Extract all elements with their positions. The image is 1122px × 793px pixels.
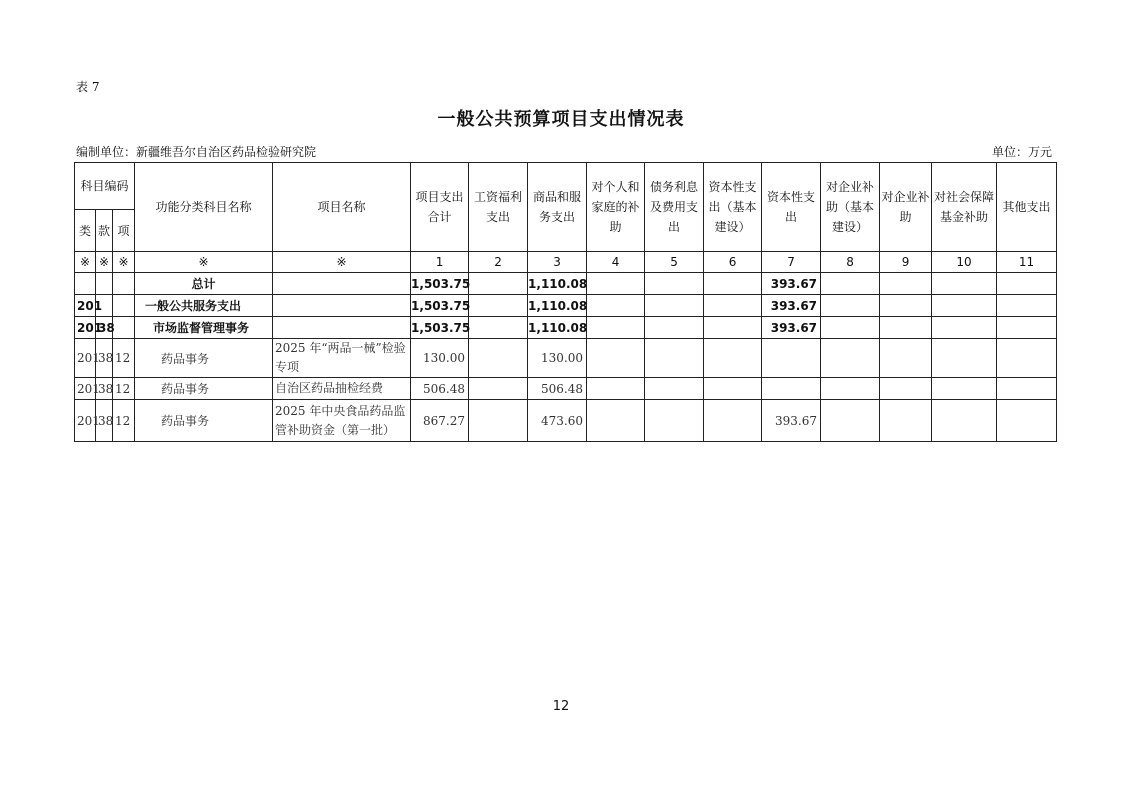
cell-empty — [704, 273, 762, 295]
cell-empty — [704, 400, 762, 442]
cell-empty — [997, 295, 1057, 317]
cell-goods: 473.60 — [528, 400, 587, 442]
cell-kuan: 38 — [96, 339, 113, 378]
cell-empty — [645, 339, 704, 378]
cell-total: 1,503.75 — [411, 273, 469, 295]
cell-lei: 201 — [75, 400, 96, 442]
table-label: 表 7 — [76, 80, 100, 94]
cell-empty — [821, 317, 880, 339]
index-cell: ※ — [96, 252, 113, 273]
cell-total: 130.00 — [411, 339, 469, 378]
index-cell: ※ — [113, 252, 135, 273]
header-c8: 对企业补助（基本建设） — [821, 163, 880, 252]
cell-empty — [932, 273, 997, 295]
index-cell: ※ — [135, 252, 273, 273]
header-proj-name: 项目名称 — [273, 163, 411, 252]
cell-capital: 393.67 — [762, 273, 821, 295]
header-c2: 工资福利支出 — [469, 163, 528, 252]
cell-func-name: 总计 — [135, 273, 273, 295]
header-c1: 项目支出合计 — [411, 163, 469, 252]
header-c10: 对社会保障基金补助 — [932, 163, 997, 252]
header-c7: 资本性支出 — [762, 163, 821, 252]
cell-func-name: 一般公共服务支出 — [135, 295, 273, 317]
cell-xiang — [113, 295, 135, 317]
header-lei: 类 — [75, 210, 96, 252]
header-code-group: 科目编码 — [75, 163, 135, 210]
cell-empty — [997, 339, 1057, 378]
cell-empty — [704, 378, 762, 400]
cell-empty — [469, 295, 528, 317]
cell-xiang — [113, 317, 135, 339]
index-cell: 4 — [587, 252, 645, 273]
cell-total: 867.27 — [411, 400, 469, 442]
cell-capital — [762, 339, 821, 378]
cell-empty — [587, 378, 645, 400]
cell-empty — [997, 317, 1057, 339]
currency-unit: 单位：万元 — [991, 145, 1052, 159]
cell-total: 506.48 — [411, 378, 469, 400]
index-cell: 8 — [821, 252, 880, 273]
index-cell: 1 — [411, 252, 469, 273]
cell-func-name: 市场监督管理事务 — [135, 317, 273, 339]
cell-lei: 201 — [75, 378, 96, 400]
index-cell: 6 — [704, 252, 762, 273]
table-row — [75, 317, 1057, 339]
cell-empty — [880, 273, 932, 295]
header-c6: 资本性支出（基本建设） — [704, 163, 762, 252]
cell-lei: 201 — [75, 317, 96, 339]
cell-goods: 1,110.08 — [528, 273, 587, 295]
cell-empty — [997, 273, 1057, 295]
header-c5: 债务利息及费用支出 — [645, 163, 704, 252]
cell-capital — [762, 378, 821, 400]
cell-empty — [645, 273, 704, 295]
cell-func-name: 药品事务 — [135, 400, 273, 442]
cell-empty — [821, 400, 880, 442]
header-func-name: 功能分类科目名称 — [135, 163, 273, 252]
cell-lei — [75, 273, 96, 295]
cell-empty — [469, 317, 528, 339]
cell-empty — [821, 273, 880, 295]
cell-goods: 1,110.08 — [528, 317, 587, 339]
header-c4: 对个人和家庭的补助 — [587, 163, 645, 252]
header-c11: 其他支出 — [997, 163, 1057, 252]
cell-capital: 393.67 — [762, 295, 821, 317]
cell-kuan: 38 — [96, 400, 113, 442]
cell-kuan — [96, 273, 113, 295]
cell-empty — [880, 378, 932, 400]
header-c3: 商品和服务支出 — [528, 163, 587, 252]
index-cell: ※ — [75, 252, 96, 273]
cell-project: 2025 年“两品一械”检验专项 — [273, 339, 411, 378]
table-row-total — [75, 273, 1057, 295]
page-number: 12 — [552, 699, 570, 714]
index-cell: 11 — [997, 252, 1057, 273]
index-cell: 7 — [762, 252, 821, 273]
cell-empty — [704, 339, 762, 378]
index-cell: 10 — [932, 252, 997, 273]
cell-empty — [932, 295, 997, 317]
cell-empty — [587, 339, 645, 378]
cell-empty — [587, 295, 645, 317]
cell-kuan: 38 — [96, 378, 113, 400]
table-row — [75, 378, 1057, 400]
index-row — [75, 252, 1057, 273]
cell-empty — [645, 317, 704, 339]
cell-kuan: 38 — [96, 317, 113, 339]
index-cell: 5 — [645, 252, 704, 273]
cell-xiang: 12 — [113, 339, 135, 378]
cell-empty — [469, 273, 528, 295]
table-row — [75, 295, 1057, 317]
header-kuan: 款 — [96, 210, 113, 252]
cell-goods: 1,110.08 — [528, 295, 587, 317]
cell-empty — [821, 378, 880, 400]
header-xiang: 项 — [113, 210, 135, 252]
cell-empty — [469, 339, 528, 378]
cell-project — [273, 295, 411, 317]
compiling-unit: 编制单位：新疆维吾尔自治区药品检验研究院 — [76, 145, 317, 159]
cell-empty — [587, 317, 645, 339]
cell-capital: 393.67 — [762, 400, 821, 442]
cell-empty — [587, 273, 645, 295]
cell-empty — [469, 378, 528, 400]
cell-goods: 506.48 — [528, 378, 587, 400]
cell-capital: 393.67 — [762, 317, 821, 339]
cell-empty — [645, 400, 704, 442]
index-cell: ※ — [273, 252, 411, 273]
cell-empty — [645, 378, 704, 400]
cell-empty — [932, 339, 997, 378]
cell-project — [273, 273, 411, 295]
cell-project: 2025 年中央食品药品监管补助资金（第一批） — [273, 400, 411, 442]
cell-empty — [932, 378, 997, 400]
header-c9: 对企业补助 — [880, 163, 932, 252]
cell-empty — [704, 295, 762, 317]
cell-empty — [932, 400, 997, 442]
expenditure-table — [74, 162, 1057, 442]
cell-empty — [821, 339, 880, 378]
cell-project — [273, 317, 411, 339]
cell-xiang: 12 — [113, 400, 135, 442]
cell-lei: 201 — [75, 295, 96, 317]
cell-empty — [880, 295, 932, 317]
cell-empty — [880, 400, 932, 442]
cell-goods: 130.00 — [528, 339, 587, 378]
cell-project: 自治区药品抽检经费 — [273, 378, 411, 400]
cell-empty — [469, 400, 528, 442]
cell-empty — [880, 317, 932, 339]
cell-xiang: 12 — [113, 378, 135, 400]
table-row — [75, 400, 1057, 442]
cell-lei: 201 — [75, 339, 96, 378]
cell-total: 1,503.75 — [411, 317, 469, 339]
cell-empty — [587, 400, 645, 442]
index-cell: 9 — [880, 252, 932, 273]
cell-empty — [997, 378, 1057, 400]
cell-func-name: 药品事务 — [135, 339, 273, 378]
index-cell: 3 — [528, 252, 587, 273]
cell-empty — [645, 295, 704, 317]
page-title: 一般公共预算项目支出情况表 — [437, 109, 685, 130]
cell-xiang — [113, 273, 135, 295]
cell-func-name: 药品事务 — [135, 378, 273, 400]
cell-total: 1,503.75 — [411, 295, 469, 317]
index-cell: 2 — [469, 252, 528, 273]
cell-empty — [704, 317, 762, 339]
cell-empty — [880, 339, 932, 378]
cell-empty — [932, 317, 997, 339]
cell-empty — [997, 400, 1057, 442]
cell-empty — [821, 295, 880, 317]
table-row — [75, 339, 1057, 378]
